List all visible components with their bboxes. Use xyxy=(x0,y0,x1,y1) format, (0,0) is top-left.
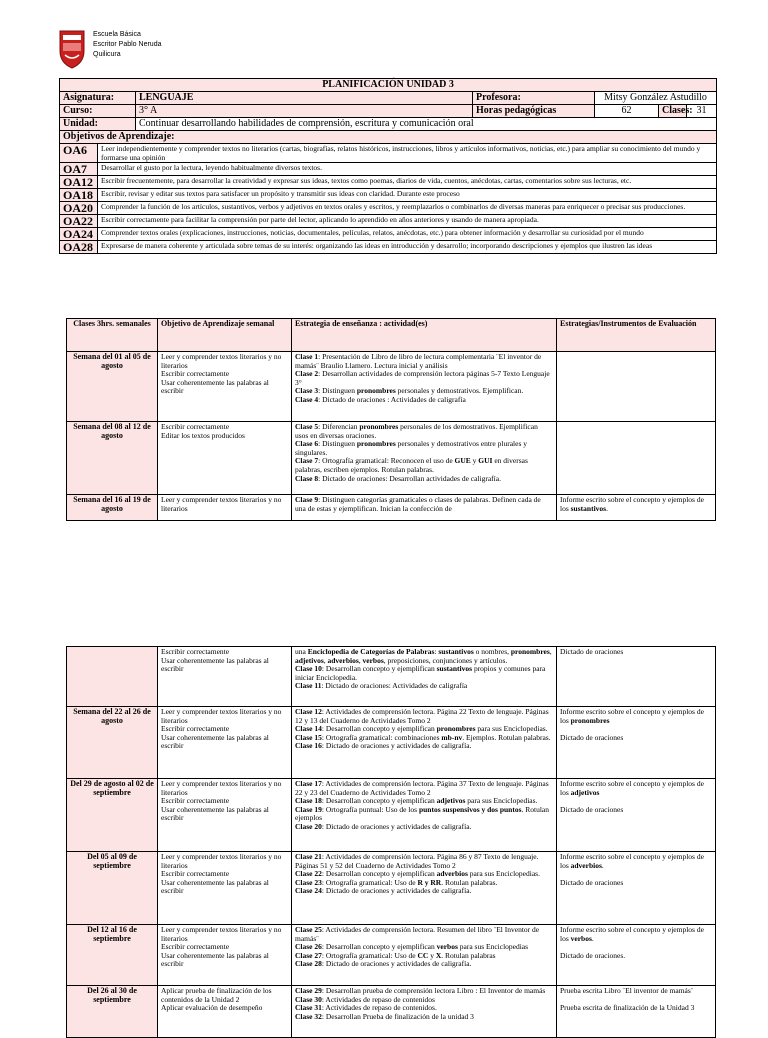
weekly-objective: Leer y comprender textos literarios y no literarios Escribir correctamente Usar coherentemente las palabras al escribir xyxy=(158,707,292,779)
class-number: Clase 9 xyxy=(295,495,319,504)
activity-text: : Distinguen categorías gramaticales o clases de palabras. Definen cada de una de estas y ejemplifican. Inician la confección de xyxy=(295,495,541,513)
class-number: Clase 25 xyxy=(295,925,322,934)
schedule-table-2 xyxy=(66,646,716,1038)
clases-label: Clases: xyxy=(659,105,687,118)
evaluation-cell: Informe escrito sobre el concepto y ejemplos de los pronombres Dictado de oraciones xyxy=(557,707,716,779)
week-label: Del 26 al 30 de septiembre xyxy=(67,986,158,1038)
activity-text: : Dictado de oraciones y actividades de caligrafía. xyxy=(321,959,472,969)
weekly-objective: Leer y comprender textos literarios y no literarios Escribir correctamente Usar coherentemente las palabras al escribir xyxy=(158,925,292,986)
activity-text: : Dictado de oraciones: Desarrollan actividades de caligrafía. xyxy=(318,473,501,483)
activity-text: : Actividades de comprensión lectora. Resumen del libro ¨El Inventor de mamás¨ xyxy=(295,925,540,943)
schedule-table-1 xyxy=(66,318,716,521)
evaluation-cell: Informe escrito sobre el concepto y ejemplos de los adverbios. Dictado de oraciones xyxy=(557,852,716,925)
activity-line xyxy=(295,708,553,725)
activity-text: : Dictado de oraciones y actividades de caligrafía. xyxy=(321,821,472,831)
class-number: Clase 8 xyxy=(295,473,319,483)
class-number: Clase 16 xyxy=(295,741,322,751)
class-number: Clase 23 xyxy=(295,877,322,887)
class-number: Clase 3 xyxy=(295,386,319,396)
activity-text: : Desarrollan concepto y ejemplifican adverbios para sus Enciclopedias. xyxy=(321,869,540,879)
activity-line xyxy=(295,353,553,370)
activities-cell xyxy=(292,852,557,925)
class-number: Clase 18 xyxy=(295,796,322,806)
activity-line xyxy=(295,396,553,405)
activity-line xyxy=(295,960,553,969)
activities-cell xyxy=(292,779,557,852)
evaluation-cell: Informe escrito sobre el concepto y ejemplos de los verbos. Dictado de oraciones. xyxy=(557,925,716,986)
activity-text: : Desarrollan concepto y ejemplifican verbos para sus Enciclopedias xyxy=(321,942,529,952)
class-number: Clase 15 xyxy=(295,732,322,742)
schedule-row xyxy=(67,707,716,779)
objective-text: Escribir correctamente para facilitar la comprensión por parte del lector, aplicando lo aprendido en años anteriores y usando de manera apropiada. xyxy=(98,215,717,228)
class-number: Clase 10 xyxy=(295,664,322,674)
evaluation-cell xyxy=(557,422,716,495)
class-number: Clase 6 xyxy=(295,439,319,449)
activity-line xyxy=(295,423,553,440)
activity-text: una Enciclopedia de Categorías de Palabras: sustantivos o nombres, pronombres, adjetivos, adverbios, verbos, preposiciones, conjunciones y artículos. xyxy=(295,647,552,665)
evaluation-cell xyxy=(557,352,716,422)
schedule-row xyxy=(67,852,716,925)
activity-text: : Actividades de repaso de contenidos xyxy=(321,994,435,1004)
activity-line xyxy=(295,496,553,513)
activity-text: : Presentación de Libro de libro de lectura complementaria ¨El inventor de mamás¨ Braulio Llamero. Lectura inicial y análisis xyxy=(295,352,542,370)
objective-code: OA12 xyxy=(60,176,98,189)
weekly-objective: Escribir correctamente Editar los textos producidos xyxy=(158,422,292,495)
horas-value: 62 xyxy=(595,105,659,118)
asignatura-label: Asignatura: xyxy=(60,92,136,105)
objective-text: Leer independientemente y comprender textos no literarios (cartas, biografías, relatos históricos, instrucciones, libros y artículos informativos, noticias, etc.) para ampliar su conocimiento del mundo y formarse una opinión xyxy=(98,144,717,163)
schedule-row xyxy=(67,495,716,521)
activity-line xyxy=(295,926,553,943)
class-number: Clase 14 xyxy=(295,724,322,734)
objective-code: OA22 xyxy=(60,215,98,228)
objective-row xyxy=(60,241,717,254)
weekly-objective: Leer y comprender textos literarios y no literarios Escribir correctamente Usar coherentemente las palabras al escribir xyxy=(158,352,292,422)
class-number: Clase 24 xyxy=(295,886,322,896)
evaluation-cell: Informe escrito sobre el concepto y ejemplos de los adjetivos Dictado de oraciones xyxy=(557,779,716,852)
activity-text: : Ortografía gramatical: Uso de CC y X. Rotulan palabras xyxy=(321,950,496,960)
activity-text: : Diferencian pronombres personales de los demostrativos. Ejemplifican usos en diversas oraciones. xyxy=(295,422,538,440)
activity-line xyxy=(295,887,553,896)
objetivos-label: Objetivos de Aprendizaje: xyxy=(60,131,717,144)
objective-text: Comprender la función de los artículos, sustantivos, verbos y adjetivos en textos orales y escritos, y reemplazarlos o combinarlos de diversas maneras para enriquecer o precisar sus producciones. xyxy=(98,202,717,215)
curso-value: 3° A xyxy=(136,105,473,118)
header-objetivo: Objetivo de Aprendizaje semanal xyxy=(158,319,292,352)
class-number: Clase 4 xyxy=(295,394,319,404)
activity-text: : Actividades de repaso de contenidos. xyxy=(321,1003,437,1013)
activity-text: : Ortografía puntual: Uso de los puntos suspensivos y dos puntos. Rotulan ejemplos xyxy=(295,804,550,823)
activity-text: : Ortografía gramatical: combinaciones mb-nv. Ejemplos. Rotulan palabras. xyxy=(321,732,551,742)
activities-cell xyxy=(292,352,557,422)
activity-text: : Distinguen pronombres personales y demostrativos entre plurales y singulares. xyxy=(295,439,527,457)
weekly-objective: Leer y comprender textos literarios y no literarios Escribir correctamente Usar coherentemente las palabras al escribir xyxy=(158,852,292,925)
objective-text: Escribir frecuentemente, para desarrollar la creatividad y expresar sus ideas, textos como poemas, diarios de vida, cuentos, anécdotas, cartas, comentarios sobre sus lecturas, etc. xyxy=(98,176,717,189)
class-number: Clase 5 xyxy=(295,422,319,431)
activity-text: : Distinguen pronombres personales y demostrativos. Ejemplifican. xyxy=(318,386,524,396)
class-number: Clase 31 xyxy=(295,1003,322,1013)
evaluation-cell: Prueba escrita Libro ¨El inventor de mamás¨ Prueba escrita de finalización de la Unidad 3 xyxy=(557,986,716,1038)
activity-text: : Desarrollan Prueba de finalización de la unidad 3 xyxy=(321,1011,474,1021)
schedule-row xyxy=(67,647,716,707)
activity-line xyxy=(295,853,553,870)
objective-text: Escribir, revisar y editar sus textos para satisfacer un propósito y transmitir sus ideas con claridad. Durante este proceso xyxy=(98,189,717,202)
activities-cell xyxy=(292,647,557,707)
class-number: Clase 11 xyxy=(295,681,322,691)
activity-text: : Dictado de oraciones : Actividades de caligrafía xyxy=(318,394,466,404)
objective-code: OA28 xyxy=(60,241,98,254)
profesora-label: Profesora: xyxy=(473,92,595,105)
horas-label: Horas pedagógicas xyxy=(473,105,595,118)
schedule-row xyxy=(67,352,716,422)
class-number: Clase 32 xyxy=(295,1011,322,1021)
activity-text: : Desarrollan prueba de comprensión lectora Libro : El Inventor de mamás xyxy=(321,986,546,995)
objective-code: OA18 xyxy=(60,189,98,202)
activity-line xyxy=(295,457,553,474)
schedule-row xyxy=(67,925,716,986)
week-label xyxy=(67,647,158,707)
class-number: Clase 27 xyxy=(295,950,322,960)
class-number: Clase 28 xyxy=(295,959,322,969)
activities-cell xyxy=(292,422,557,495)
schedule-row xyxy=(67,422,716,495)
class-number: Clase 12 xyxy=(295,707,322,716)
class-number: Clase 2 xyxy=(295,369,319,379)
class-number: Clase 17 xyxy=(295,779,322,788)
class-number: Clase 7 xyxy=(295,456,319,466)
school-crest-logo xyxy=(58,29,86,69)
objective-code: OA7 xyxy=(60,163,98,176)
objective-row xyxy=(60,228,717,241)
class-number: Clase 29 xyxy=(295,986,322,995)
objective-row xyxy=(60,202,717,215)
week-label: Semana del 22 al 26 de agosto xyxy=(67,707,158,779)
schedule-row xyxy=(67,986,716,1038)
activities-cell xyxy=(292,925,557,986)
week-label: Del 12 al 16 de septiembre xyxy=(67,925,158,986)
weekly-objective: Escribir correctamente Usar coherentemente las palabras al escribir xyxy=(158,647,292,707)
activity-text: : Actividades de comprensión lectora. Página 22 Texto de lenguaje. Páginas 12 y 13 del Cuaderno de Actividades Tomo 2 xyxy=(295,707,549,725)
header-clases: Clases 3hrs. semanales xyxy=(67,319,158,352)
week-label: Del 29 de agosto al 02 de septiembre xyxy=(67,779,158,852)
activity-text: : Desarrollan concepto y ejemplifican pronombres para sus Enciclopedias. xyxy=(321,724,548,734)
unidad-value: Continuar desarrollando habilidades de comprensión, escritura y comunicación oral xyxy=(136,118,717,131)
plan-title: PLANIFICACIÓN UNIDAD 3 xyxy=(60,79,717,92)
school-line: Quilicura xyxy=(93,51,121,58)
activity-line xyxy=(295,1013,553,1022)
activity-text: : Desarrollan actividades de comprensión lectora páginas 5-7 Texto Lenguaje 3° xyxy=(295,369,550,387)
asignatura-value: LENGUAJE xyxy=(136,92,473,105)
activity-text: : Dictado de oraciones y actividades de caligrafía. xyxy=(321,886,472,896)
activities-cell xyxy=(292,707,557,779)
class-number: Clase 26 xyxy=(295,942,322,952)
activities-cell xyxy=(292,986,557,1038)
activity-text: : Actividades de comprensión lectora. Página 37 Texto de lenguaje. Páginas 22 y 23 del Cuaderno de Actividades Tomo 2 xyxy=(295,779,549,797)
class-number: Clase 20 xyxy=(295,821,322,831)
objective-text: Expresarse de manera coherente y articulada sobre temas de su interés: organizando las ideas en introducción y desarrollo; incorporando descripciones y ejemplos que ilustren las ideas xyxy=(98,241,717,254)
weekly-objective: Leer y comprender textos literarios y no literarios xyxy=(158,495,292,521)
curso-label: Curso: xyxy=(60,105,136,118)
school-line: Escuela Básica xyxy=(93,31,141,38)
class-number: Clase 21 xyxy=(295,852,322,861)
unidad-label: Unidad: xyxy=(60,118,136,131)
school-name xyxy=(93,30,161,60)
activity-line xyxy=(295,823,553,832)
objective-row xyxy=(60,189,717,202)
activity-line xyxy=(295,806,553,823)
activity-line xyxy=(295,370,553,387)
activities-cell xyxy=(292,495,557,521)
evaluation-cell: Dictado de oraciones xyxy=(557,647,716,707)
activity-line xyxy=(295,665,553,682)
clases-value: 31 xyxy=(687,105,717,118)
class-number: Clase 19 xyxy=(295,804,322,814)
objective-row xyxy=(60,215,717,228)
activity-line xyxy=(295,742,553,751)
objective-row xyxy=(60,163,717,176)
week-label: Semana del 01 al 05 de agosto xyxy=(67,352,158,422)
activity-line xyxy=(295,682,553,691)
activity-text: : Dictado de oraciones: Actividades de caligrafía xyxy=(321,681,468,691)
activity-text: : Ortografía gramatical: Uso de R y RR. Rotulan palabras. xyxy=(321,877,498,887)
objective-code: OA24 xyxy=(60,228,98,241)
week-label: Semana del 16 al 19 de agosto xyxy=(67,495,158,521)
activity-text: : Ortografía gramatical: Reconocen el uso de GUE y GUI en diversas palabras, escriben ejemplos. Rotulan palabras. xyxy=(295,456,528,474)
planning-table xyxy=(59,78,717,254)
activity-line xyxy=(295,440,553,457)
header-evaluacion: Estrategias/Instrumentos de Evaluación xyxy=(557,319,716,352)
activity-text: : Actividades de comprensión lectora. Página 86 y 87 Texto de lenguaje. Páginas 51 y 52 del Cuaderno de Actividades Tomo 2 xyxy=(295,852,539,870)
class-number: Clase 22 xyxy=(295,869,322,879)
objective-row xyxy=(60,144,717,163)
activity-text: : Desarrollan concepto y ejemplifican adjetivos para sus Enciclopedias. xyxy=(321,796,538,806)
week-label: Del 05 al 09 de septiembre xyxy=(67,852,158,925)
activity-line xyxy=(295,475,553,484)
objective-code: OA6 xyxy=(60,144,98,163)
weekly-objective: Aplicar prueba de finalización de los contenidos de la Unidad 2 Aplicar evaluación de desempeño xyxy=(158,986,292,1038)
schedule-row xyxy=(67,779,716,852)
activity-line xyxy=(295,780,553,797)
school-line: Escritor Pablo Neruda xyxy=(93,41,162,48)
activity-line xyxy=(295,648,553,665)
activity-text: : Desarrollan concepto y ejemplifican sustantivos propios y comunes para iniciar Enciclopedia. xyxy=(295,664,546,682)
class-number: Clase 30 xyxy=(295,994,322,1004)
objective-text: Comprender textos orales (explicaciones, instrucciones, noticias, documentales, películas, relatos, anécdotas, etc.) para obtener información y desarrollar su curiosidad por el mundo xyxy=(98,228,717,241)
profesora-value: Mitsy González Astudillo xyxy=(595,92,717,105)
header-estrategia: Estrategia de enseñanza : actividad(es) xyxy=(292,319,557,352)
objective-row xyxy=(60,176,717,189)
objective-code: OA20 xyxy=(60,202,98,215)
activity-text: : Dictado de oraciones y actividades de caligrafía. xyxy=(321,741,472,751)
objective-text: Desarrollar el gusto por la lectura, leyendo habitualmente diversos textos. xyxy=(98,163,717,176)
class-number: Clase 1 xyxy=(295,352,319,361)
weekly-objective: Leer y comprender textos literarios y no literarios Escribir correctamente Usar coherentemente las palabras al escribir xyxy=(158,779,292,852)
week-label: Semana del 08 al 12 de agosto xyxy=(67,422,158,495)
evaluation-cell: Informe escrito sobre el concepto y ejemplos de los sustantivos. xyxy=(557,495,716,521)
